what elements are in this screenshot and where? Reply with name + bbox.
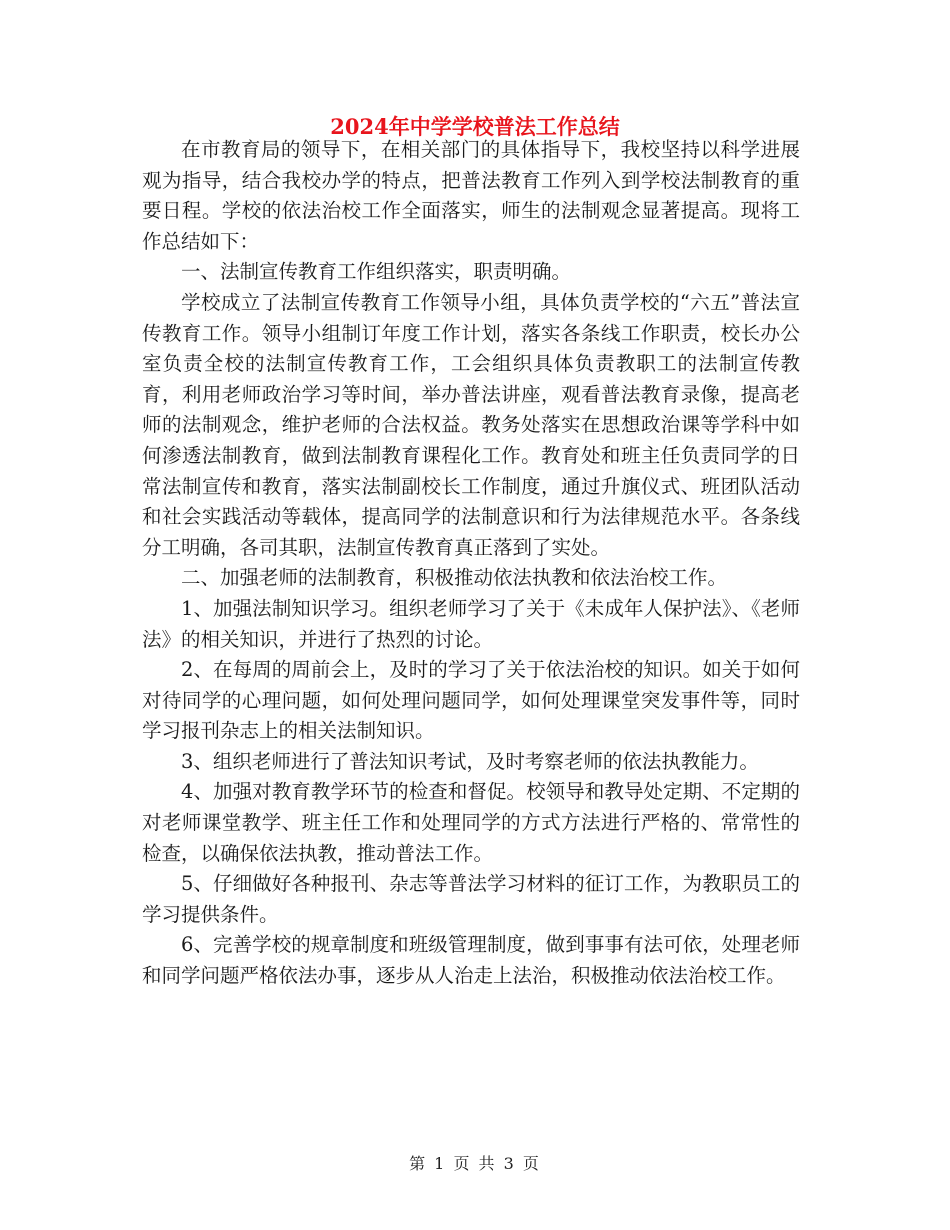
- page-footer: [0, 1153, 950, 1175]
- paragraph-intro: 在市教育局的领导下，在相关部门的具体指导下，我校坚持以科学进展观为指导，结合我校办学的特点，把普法教育工作列入到学校法制教育的重要日程。学校的依法治校工作全面落实，师生的法制观念显著提高。现将工作总结如下：: [142, 138, 800, 253]
- document-title: 2024年中学学校普法工作总结: [330, 114, 620, 139]
- section-heading-1: 一、法制宣传教育工作组织落实，职责明确。: [181, 260, 572, 284]
- section-heading-2: 二、加强老师的法制教育，积极推动依法执教和依法治校工作。: [181, 566, 728, 590]
- list-item-2: 2、在每周的周前会上，及时的学习了关于依法治校的知识。如关于如何对待同学的心理问题，如何处理问题同学，如何处理课堂突发事件等，同时学习报刊杂志上的相关法制知识。: [142, 658, 800, 743]
- list-item-1: 1、加强法制知识学习。组织老师学习了关于《未成年人保护法》、《老师法》的相关知识，并进行了热烈的讨论。: [142, 596, 800, 651]
- document-body: [142, 135, 800, 992]
- list-item-4: 4、加强对教育教学环节的检查和督促。校领导和教导处定期、不定期的对老师课堂教学、班主任工作和处理同学的方式方法进行严格的、常常性的检查，以确保依法执教，推动普法工作。: [142, 780, 800, 865]
- paragraph-section-1: 学校成立了法制宣传教育工作领导小组，具体负责学校的“六五”普法宣传教育工作。领导小组制订年度工作计划，落实各条线工作职责，校长办公室负责全校的法制宣传教育工作，工会组织具体负责教职工的法制宣传教育，利用老师政治学习等时间，举办普法讲座，观看普法教育录像，提高老师的法制观念，维护老师的合法权益。教务处落实在思想政治课等学科中如何渗透法制教育，做到法制教育课程化工作。教育处和班主任负责同学的日常法制宣传和教育，落实法制副校长工作制度，通过升旗仪式、班团队活动和社会实践活动等载体，提高同学的法制意识和行为法律规范水平。各条线分工明确，各司其职，法制宣传教育真正落到了实处。: [142, 290, 800, 559]
- list-item-3: 3、组织老师进行了普法知识考试，及时考察老师的依法执教能力。: [181, 749, 759, 773]
- list-item-5: 5、仔细做好各种报刊、杂志等普法学习材料的征订工作，为教职员工的学习提供条件。: [142, 872, 800, 926]
- page-number: 第 1 页 共 3 页: [409, 1154, 541, 1173]
- list-item-6: 6、完善学校的规章制度和班级管理制度，做到事事有法可依，处理老师和同学问题严格依法办事，逐步从人治走上法治，积极推动依法治校工作。: [142, 933, 800, 988]
